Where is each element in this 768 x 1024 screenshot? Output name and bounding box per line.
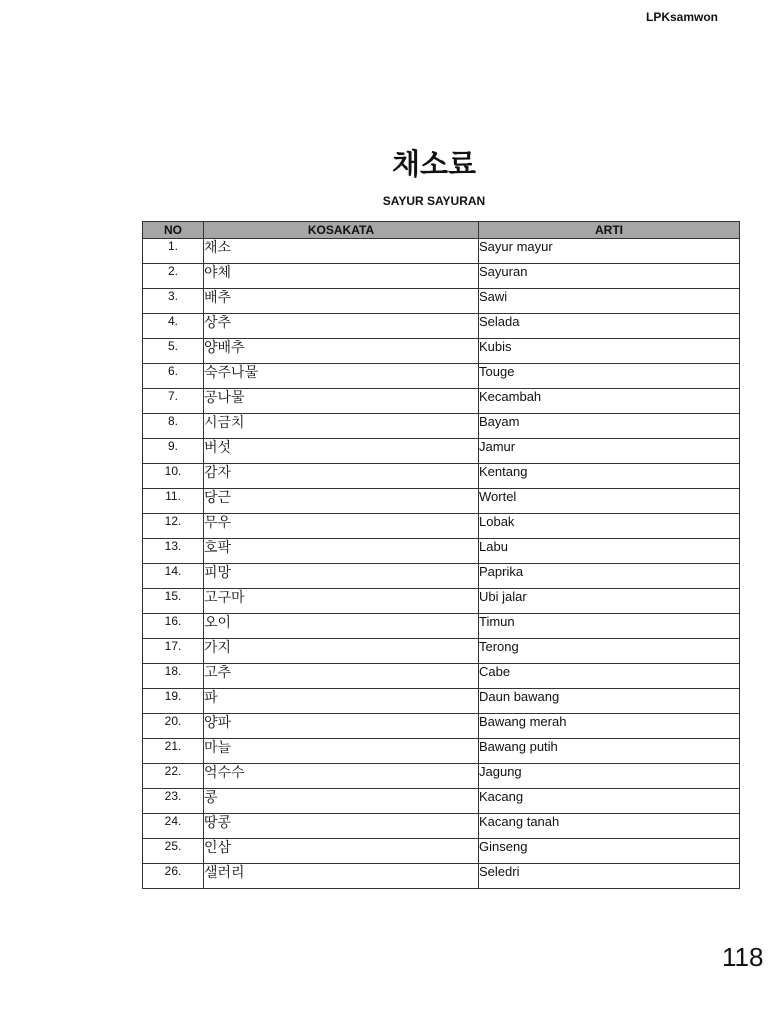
page-title: 채소료 — [391, 147, 477, 181]
arti-cell: Wortel — [479, 489, 740, 514]
table-row — [143, 264, 740, 289]
column-header-kosakata: KOSAKATA — [204, 222, 479, 239]
table-row — [143, 364, 740, 389]
table-row — [143, 739, 740, 764]
kosakata-cell: 감자 — [204, 464, 479, 489]
table-row — [143, 514, 740, 539]
row-number: 20. — [143, 714, 204, 739]
column-header-arti: ARTI — [479, 222, 740, 239]
table-row — [143, 864, 740, 889]
row-number: 3. — [143, 289, 204, 314]
kosakata-cell: 공나물 — [204, 389, 479, 414]
table-row — [143, 489, 740, 514]
row-number: 8. — [143, 414, 204, 439]
row-number: 16. — [143, 614, 204, 639]
table-row — [143, 314, 740, 339]
table-row — [143, 614, 740, 639]
vocabulary-table — [142, 221, 740, 889]
row-number: 26. — [143, 864, 204, 889]
arti-cell: Terong — [479, 639, 740, 664]
row-number: 15. — [143, 589, 204, 614]
row-number: 24. — [143, 814, 204, 839]
kosakata-cell: 채소 — [204, 239, 479, 264]
kosakata-cell: 콩 — [204, 789, 479, 814]
table-row — [143, 589, 740, 614]
arti-cell: Bawang putih — [479, 739, 740, 764]
arti-cell: Kentang — [479, 464, 740, 489]
arti-cell: Bawang merah — [479, 714, 740, 739]
arti-cell: Cabe — [479, 664, 740, 689]
page-subtitle: SAYUR SAYURAN — [382, 194, 486, 208]
row-number: 17. — [143, 639, 204, 664]
header-brand: LPKsamwon — [646, 10, 719, 24]
table-row — [143, 814, 740, 839]
table-row — [143, 414, 740, 439]
row-number: 21. — [143, 739, 204, 764]
table-row — [143, 439, 740, 464]
arti-cell: Sayuran — [479, 264, 740, 289]
table-row — [143, 839, 740, 864]
kosakata-cell: 억수수 — [204, 764, 479, 789]
row-number: 2. — [143, 264, 204, 289]
table-row — [143, 339, 740, 364]
table-row — [143, 639, 740, 664]
table-row — [143, 789, 740, 814]
arti-cell: Sayur mayur — [479, 239, 740, 264]
table-row — [143, 464, 740, 489]
kosakata-cell: 무우 — [204, 514, 479, 539]
arti-cell: Sawi — [479, 289, 740, 314]
table-row — [143, 539, 740, 564]
kosakata-cell: 양파 — [204, 714, 479, 739]
kosakata-cell: 인삼 — [204, 839, 479, 864]
table-row — [143, 389, 740, 414]
row-number: 5. — [143, 339, 204, 364]
row-number: 12. — [143, 514, 204, 539]
arti-cell: Ubi jalar — [479, 589, 740, 614]
arti-cell: Selada — [479, 314, 740, 339]
kosakata-cell: 시금치 — [204, 414, 479, 439]
arti-cell: Kubis — [479, 339, 740, 364]
table-body — [143, 239, 740, 889]
column-header-no: NO — [143, 222, 204, 239]
row-number: 11. — [143, 489, 204, 514]
row-number: 1. — [143, 239, 204, 264]
kosakata-cell: 마늘 — [204, 739, 479, 764]
arti-cell: Jagung — [479, 764, 740, 789]
kosakata-cell: 상추 — [204, 314, 479, 339]
arti-cell: Bayam — [479, 414, 740, 439]
page-number: 118 — [722, 942, 764, 972]
row-number: 4. — [143, 314, 204, 339]
arti-cell: Daun bawang — [479, 689, 740, 714]
table-row — [143, 564, 740, 589]
kosakata-cell: 피망 — [204, 564, 479, 589]
arti-cell: Kacang — [479, 789, 740, 814]
kosakata-cell: 파 — [204, 689, 479, 714]
row-number: 19. — [143, 689, 204, 714]
kosakata-cell: 양배추 — [204, 339, 479, 364]
arti-cell: Kecambah — [479, 389, 740, 414]
arti-cell: Ginseng — [479, 839, 740, 864]
arti-cell: Touge — [479, 364, 740, 389]
kosakata-cell: 당근 — [204, 489, 479, 514]
table-row — [143, 664, 740, 689]
row-number: 7. — [143, 389, 204, 414]
row-number: 13. — [143, 539, 204, 564]
kosakata-cell: 땅콩 — [204, 814, 479, 839]
arti-cell: Labu — [479, 539, 740, 564]
row-number: 23. — [143, 789, 204, 814]
arti-cell: Seledri — [479, 864, 740, 889]
row-number: 14. — [143, 564, 204, 589]
arti-cell: Paprika — [479, 564, 740, 589]
arti-cell: Kacang tanah — [479, 814, 740, 839]
table-row — [143, 239, 740, 264]
arti-cell: Timun — [479, 614, 740, 639]
row-number: 25. — [143, 839, 204, 864]
kosakata-cell: 버섯 — [204, 439, 479, 464]
kosakata-cell: 숙주나물 — [204, 364, 479, 389]
row-number: 18. — [143, 664, 204, 689]
kosakata-cell: 가지 — [204, 639, 479, 664]
table-row — [143, 764, 740, 789]
kosakata-cell: 샐러리 — [204, 864, 479, 889]
kosakata-cell: 배추 — [204, 289, 479, 314]
kosakata-cell: 야체 — [204, 264, 479, 289]
row-number: 9. — [143, 439, 204, 464]
table-header-row — [143, 222, 740, 239]
row-number: 22. — [143, 764, 204, 789]
arti-cell: Jamur — [479, 439, 740, 464]
kosakata-cell: 고추 — [204, 664, 479, 689]
table-row — [143, 689, 740, 714]
kosakata-cell: 호팍 — [204, 539, 479, 564]
table-row — [143, 714, 740, 739]
kosakata-cell: 고구마 — [204, 589, 479, 614]
row-number: 10. — [143, 464, 204, 489]
table-row — [143, 289, 740, 314]
row-number: 6. — [143, 364, 204, 389]
kosakata-cell: 오이 — [204, 614, 479, 639]
arti-cell: Lobak — [479, 514, 740, 539]
